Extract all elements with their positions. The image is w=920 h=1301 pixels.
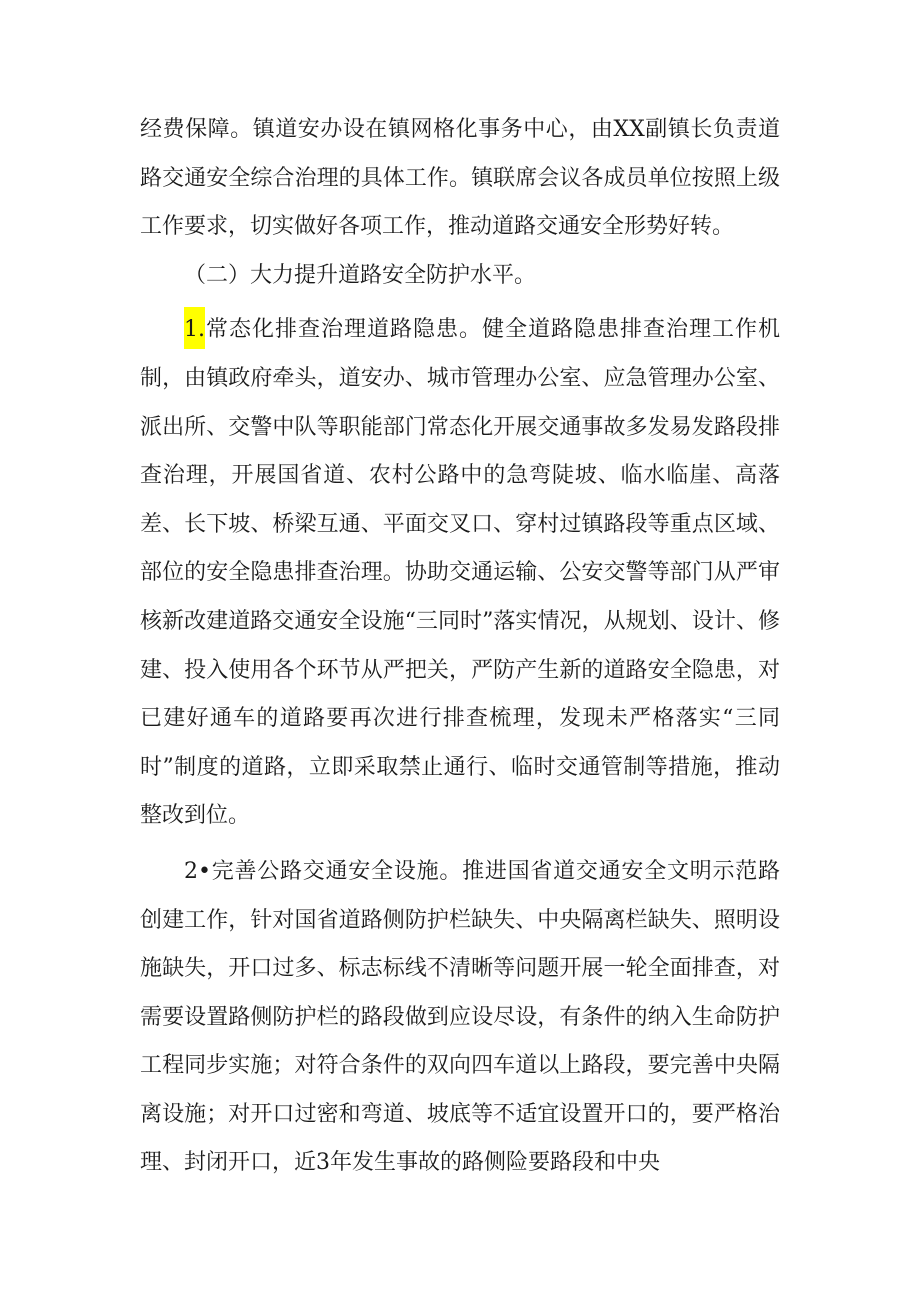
paragraph-continuation: 经费保障。镇道安办设在镇网格化事务中心，由XX副镇长负责道路交通安全综合治理的具体工作。镇联席会议各成员单位按照上级工作要求，切实做好各项工作，推动道路交通安全形势好转。 <box>140 117 780 240</box>
item-1-text: 常态化排查治理道路隐患。健全道路隐患排查治理工作机制，由镇政府牵头，道安办、城市管理办公室、应急管理办公室、派出所、交警中队等职能部门常态化开展交通事故多发易发路段排查治理，开展国省道、农村公路中的急弯陡坡、临水临崖、高落差、长下坡、桥梁互通、平面交叉口、穿村过镇路段等重点区域、部位的安全隐患排查治理。协助交通运输、公安交警等部门从严审核新改建道路交通安全设施“三同时”落实情况，从规划、设计、修建、投入使用各个环节从严把关，严防产生新的道路安全隐患，对已建好通车的道路要再次进行排查梳理，发现未严格落实“三同时”制度的道路，立即采取禁止通行、临时交通管制等措施，推动整改到位。 <box>140 317 780 829</box>
paragraph-item-1 <box>140 306 780 841</box>
document-body <box>140 106 780 1188</box>
highlighted-item-number: 1. <box>184 307 205 349</box>
paragraph-item-2: 2•完善公路交通安全设施。推进国省道交通安全文明示范路创建工作，针对国省道路侧防护栏缺失、中央隔离栏缺失、照明设施缺失，开口过多、标志标线不清晰等问题开展一轮全面排查，对需要设置路侧防护栏的路段做到应设尽设，有条件的纳入生命防护工程同步实施；对符合条件的双向四车道以上路段，要完善中央隔离设施；对开口过密和弯道、坡底等不适宜设置开口的，要严格治理、封闭开口，近3年发生事故的路侧险要路段和中央 <box>140 858 780 1176</box>
section-heading: （二）大力提升道路安全防护水平。 <box>184 262 537 288</box>
